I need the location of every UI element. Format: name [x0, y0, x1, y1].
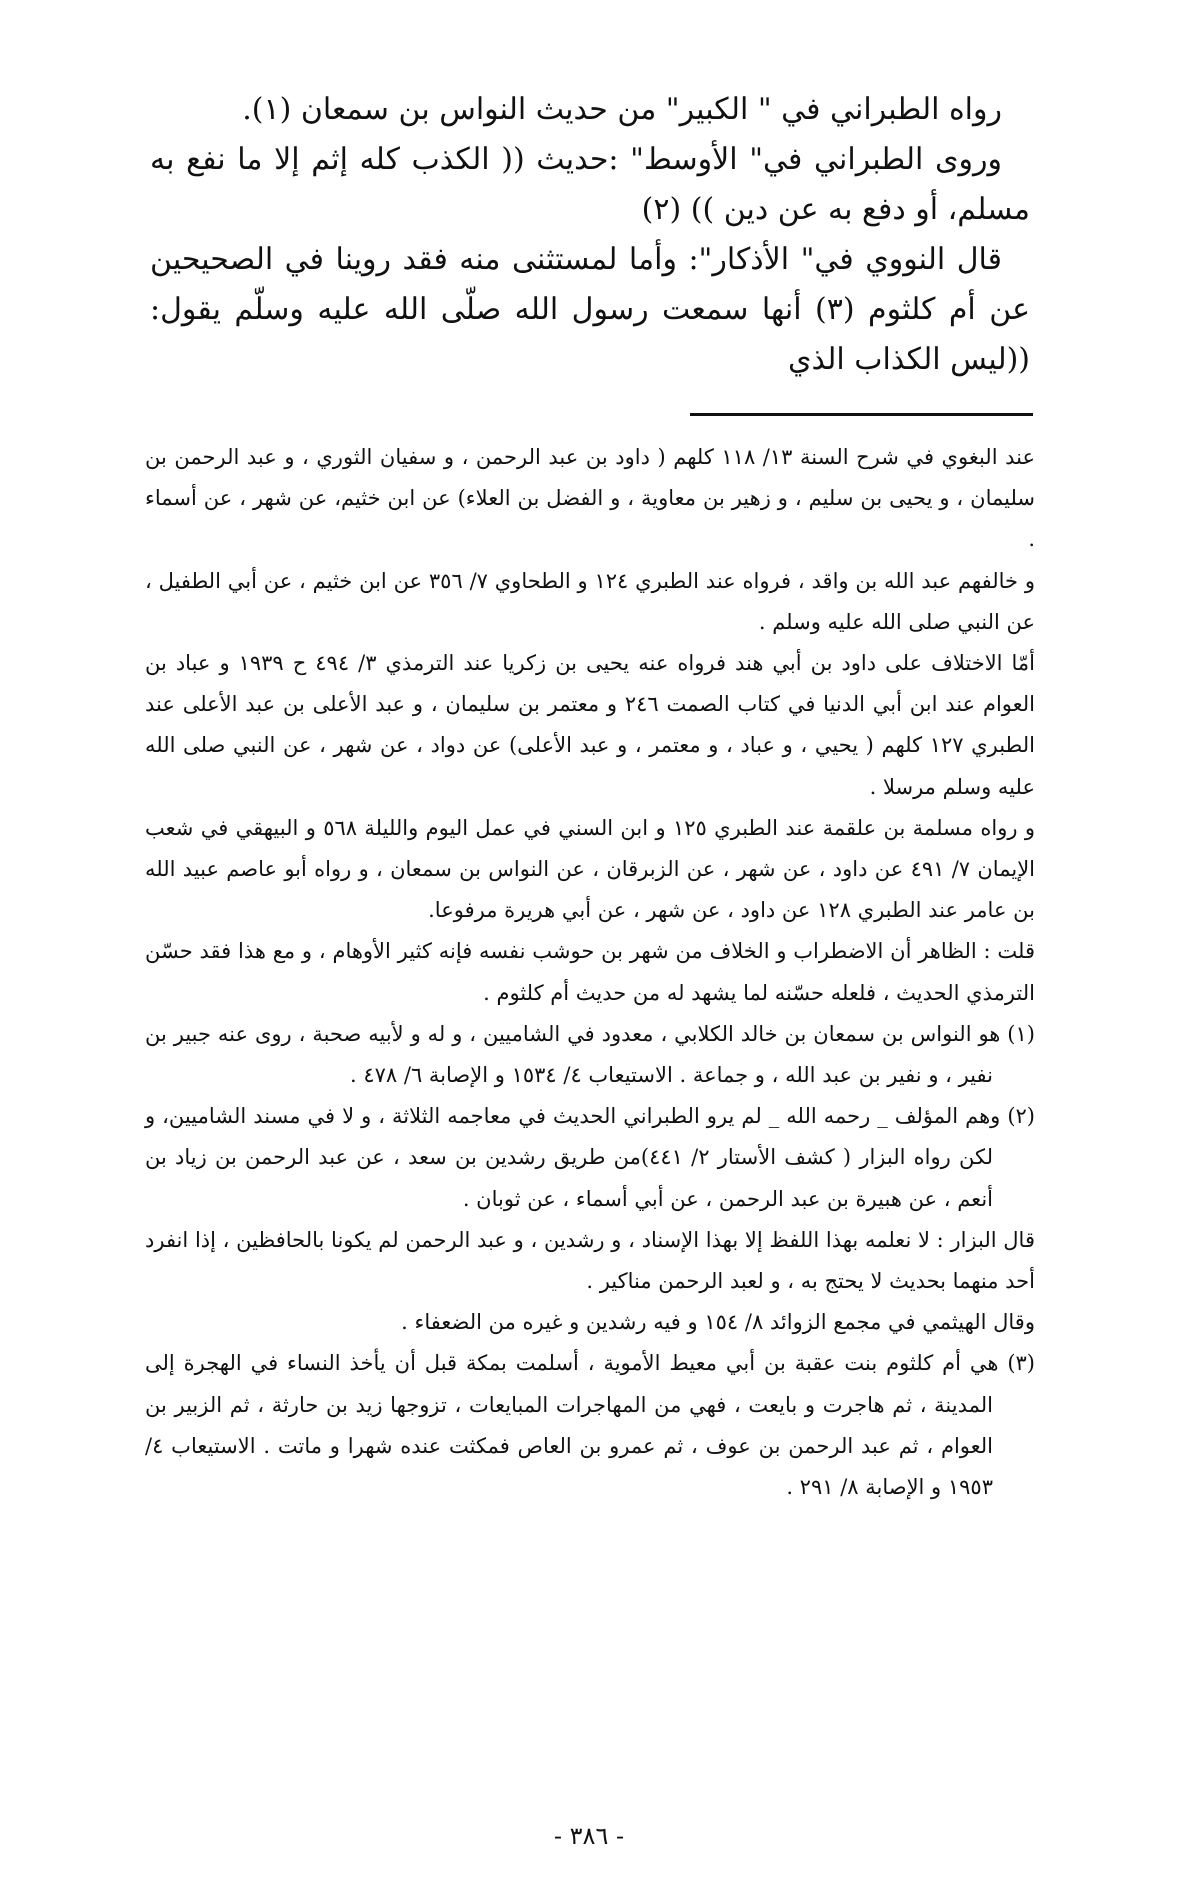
footnote-2: (٢) وهم المؤلف _ رحمه الله _ لم يرو الطبراني الحديث في معاجمه الثلاثة ، و لا في مسند الشاميين، و لكن رواه البزار ( كشف الأستار ٢/ ٤٤١)من طريق رشدين بن سعد ، عن عبد الرحمن بن زياد بن أنعم ، عن هبيرة بن عبد الرحمن ، عن أبي أسماء ، عن ثوبان .	[145, 1104, 1035, 1211]
footnotes-block	[145, 437, 1035, 1508]
footnote-3: (٣) هي أم كلثوم بنت عقبة بن أبي معيط الأموية ، أسلمت بمكة قبل أن يأخذ النساء في الهجرة إلى المدينة ، ثم هاجرت و بايعت ، فهي من المهاجرات المبايعات ، تزوجها زيد بن حارثة ، ثم الزبير بن العوام ، ثم عبد الرحمن بن عوف ، ثم عمرو بن العاص فمكثت عنده شهرا و ماتت . الاستيعاب ٤/ ١٩٥٣ و الإصابة ٨/ ٢٩١ .	[145, 1351, 1035, 1500]
main-text-block	[150, 85, 1030, 385]
footnote-2-continuation-b: وقال الهيثمي في مجمع الزوائد ٨/ ١٥٤ و فيه رشدين و غيره من الضعفاء .	[401, 1310, 1035, 1335]
main-paragraph-3: قال النووي في" الأذكار": وأما لمستثنى منه فقد روينا في الصحيحين عن أم كلثوم (٣) أنها سمعت رسول الله صلّى الله عليه وسلّم يقول:((ليس الكذاب الذي	[150, 242, 1030, 377]
main-paragraph-1: رواه الطبراني في " الكبير" من حديث النواس بن سمعان (١).	[242, 92, 1002, 127]
page-number: - ٣٨٦ -	[553, 1822, 625, 1850]
footnote-1: (١) هو النواس بن سمعان بن خالد الكلابي ، معدود في الشاميين ، و له و لأبيه صحبة ، روى عنه جبير بن نفير ، و نفير بن عبد الله ، و جماعة . الاستيعاب ٤/ ١٥٣٤ و الإصابة ٦/ ٤٧٨ .	[145, 1021, 1035, 1088]
footnote-separator	[690, 413, 1033, 416]
footnote-continuation-1: عند البغوي في شرح السنة ١٣/ ١١٨ كلهم ( داود بن عبد الرحمن ، و سفيان الثوري ، و عبد الرحمن بن سليمان ، و يحيى بن سليم ، و زهير بن معاوية ، و الفضل بن العلاء) عن ابن خثيم، عن شهر ، عن أسماء .	[145, 445, 1035, 552]
footnote-continuation-4: و رواه مسلمة بن علقمة عند الطبري ١٢٥ و ابن السني في عمل اليوم والليلة ٥٦٨ و البيهقي في شعب الإيمان ٧/ ٤٩١ عن داود ، عن شهر ، عن الزبرقان ، عن النواس بن سمعان ، و رواه أبو عاصم عبيد الله بن عامر عند الطبري ١٢٨ عن داود ، عن شهر ، عن أبي هريرة مرفوعا.	[145, 815, 1036, 923]
main-paragraph-2: وروى الطبراني في" الأوسط" :حديث (( الكذب كله إثم إلا ما نفع به مسلم، أو دفع به عن دين )) (٢)	[150, 142, 1030, 227]
footnote-continuation-3: أمّا الاختلاف على داود بن أبي هند فرواه عنه يحيى بن زكريا عند الترمذي ٣/ ٤٩٤ ح ١٩٣٩ و عباد بن العوام عند ابن أبي الدنيا في كتاب الصمت ٢٤٦ و معتمر بن سليمان ، و عبد الأعلى بن عبد الأعلى عند الطبري ١٢٧ كلهم ( يحيي ، و عباد ، و معتمر ، و عبد الأعلى) عن دواد ، عن شهر ، عن النبي صلى الله عليه وسلم مرسلا .	[145, 651, 1035, 799]
footnote-continuation-2: و خالفهم عبد الله بن واقد ، فرواه عند الطبري ١٢٤ و الطحاوي ٧/ ٣٥٦ عن ابن خثيم ، عن أبي الطفيل ، عن النبي صلى الله عليه وسلم .	[145, 568, 1035, 634]
footnote-2-continuation-a: قال البزار : لا نعلمه بهذا اللفظ إلا بهذا الإسناد ، و رشدين ، و عبد الرحمن لم يكونا بالحافظين ، إذا انفرد أحد منهما بحديث لا يحتج به ، و لعبد الرحمن مناكير .	[145, 1227, 1035, 1294]
footnote-continuation-5: قلت : الظاهر أن الاضطراب و الخلاف من شهر بن حوشب نفسه فإنه كثير الأوهام ، و مع هذا فقد حسّن الترمذي الحديث ، فلعله حسّنه لما يشهد له من حديث أم كلثوم .	[145, 939, 1035, 1005]
